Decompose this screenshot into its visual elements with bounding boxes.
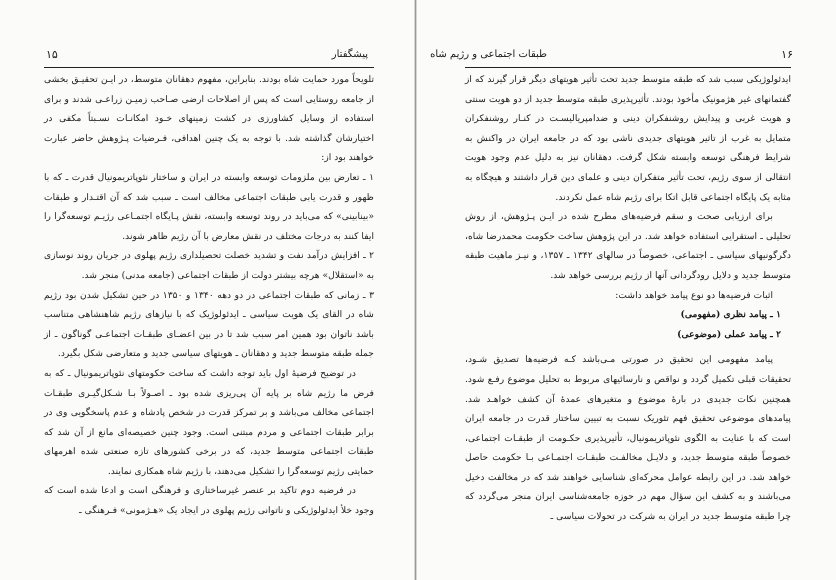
paragraph: در توضیح فرضیهٔ اول باید توجه داشت که ساخت حکومتهای نئوپاتریمونیال ـ که به فرض ما رژیم شاه بر پایه آن پی‌ریزی شده بود ـ اصـولاً بـا شـکل‌گیـری طبقـات اجتماعی مخالف می‌باشد و بر تمرکز قدرت در شخص پادشاه و عدم پاسخگویی وی در برابر طبقات اجتماعی و مردم مبتنی است. وجود چنین خصیصه‌ای مانع از آن شد که طبقات اجتماعی متوسط جدید، که در برخی کشورهای تازه صنعتی شده اهرمهای حمایتی رژیم توسعه‌گرا را تشکیل می‌دهند، با رژیم شاه همکاری نمایند. <box>44 367 374 477</box>
paragraph: ایدئولوژیکی سبب شد که طبقه متوسط جدید تحت تأثیر هویتهای دیگر قرار گیرند که از گفتمانهای غیر هژمونیک مأخوذ بودند. تأثیرپذیری طبقه متوسط جدید از دو هویت سنتی و هویت غربی و پیدایش روشنفکران دینی و ضدامپریالیسـت در کنـار روشنفکران متمایل به غرب از تاثیر هویتهای جدیدی ناشی بود که در جامعه ایران در واکنش به شرایط فرهنگی توسعه وابسته شکل گرفت. دهقانان نیز به دلیل عدم وجود هویت انتقالی از سوی رژیم، تحت تأثیر متفکران دینی و علمای دین قرار داشتند و هیچگاه به مثابه یک پایگاه اجتماعی قابل اتکا برای رژیم شاه عمل نکردند. <box>465 74 791 203</box>
left-running-head: پیشگفتار <box>331 49 368 60</box>
paragraph: تلویحاً مورد حمایت شاه بودند. بنابراین، مفهوم دهقانان متوسط، در ایـن تحقیـق بخشی از جامعه روستایی است که پس از اصلاحات ارضی صـاحب زمیـن زراعـی شدند و برای استفاده از وسایل کشاورزی در کشت زمینهای خـود امکانـات نسـبتاً مکفی در اختیارشان گذاشته شد. با توجه به یک چنین اهدافی، فـرضیات پـژوهش حاضر عبارت خواهند بود از: <box>44 74 374 164</box>
right-running-head: طبقات اجتماعی و رژیم شاه <box>430 49 547 60</box>
paragraph: پیامد مفهومی این تحقیق در صورتی مـی‌باشد کـه فرضیه‌ها تصدیق شـود، تحقیقات قبلی تکمیل گردد و نواقص و نارسائیهای مربوط به تحلیل موضوع رفـع شود. همچنین نکات جدیدی در بارهٔ موضوع و متغیرهای عمدهٔ آن کشف خواهـد شد. پیامدهای موضوعی تحقیق فهم تئوریک نسبت به تبیین ساختار قدرت در جامعه ایران است که با عنایت به الگوی نئوپاتریمونیال، تأثیرپذیری حکـومت از طبقـات اجتماعی، خصوصاً طبقه متوسط جدید، و دلایـل مخالفـت طبقـات اجتمـاعی بـا حکومت حاصل خواهد شد. در این رابطه عوامل محرکه‌ای شناسایی خواهند شد که در مخالفت دخیل می‌باشند و به کشف این سؤال مهم در حوزه جامعه‌شناسی ایران منجر می‌گردد که چرا طبقه متوسط جدید در ایران به شرکت در تحولات سیاسی ـ <box>465 354 791 523</box>
right-page <box>416 0 836 580</box>
left-page <box>0 0 415 580</box>
paragraph: در فرضیه دوم تاکید بر عنصر غیرساختاری و فرهنگی است و ادعا شده است که وجود خلأ ایدئولوژیکی و ناتوانی رژیم پهلوی در ایجاد یک «هـژمونی» فـرهنگی ـ <box>44 485 374 517</box>
left-page-number: ۱۵ <box>46 48 58 61</box>
left-page-body <box>44 70 374 521</box>
right-header-rule <box>465 67 791 68</box>
left-header-rule <box>44 67 374 68</box>
right-page-body <box>465 70 791 527</box>
list-item: ۲ ـ پیامد عملی (موضوعی) <box>677 328 781 340</box>
hypothesis-3: ۳ ـ زمانی که طبقات اجتماعی در دو دهه ۱۳۴۰ و ۱۳۵۰ در حین تشکیل شدن بود رژیم شاه در القای یک هویت سیاسی ـ ایدئولوژیک که با نیازهای رژیم شاهنشاهی متناسب باشد ناتوان بود همین امر سبب شد تا در بین اعضـای طبقـات اجتماعـی گوناگون ـ از جمله طبقه متوسط جدید و دهقانان ـ هویتهای سیاسی جدید و متعارضی شکل بگیرد. <box>44 289 374 360</box>
list-item: ۱ ـ پیامد نظری (مفهومی) <box>680 309 781 321</box>
hypothesis-2: ۲ ـ افزایش درآمد نفت و تشدید خصلت تحصیلداری رژیم پهلوی در جریان روند نوسازی به «استقلال» هرچه بیشتر دولت از طبقات اجتماعی (جامعه مدنی) منجر شد. <box>44 250 374 281</box>
right-page-number: ۱۶ <box>781 48 793 61</box>
paragraph: اثبات فرضیه‌ها دو نوع پیامد خواهد داشت: <box>615 289 773 301</box>
paragraph: برای ارزیابی صحت و سقم فرضیه‌های مطرح شده در ایـن پـژوهش، از روش تحلیلی ـ استقرایی استفاده خواهد شد. در این پژوهش ساخت حکومت محمدرضا شاه، دگرگونیهای سیاسی ـ اجتماعی، خصوصاً در سالهای ۱۳۴۲ ـ ۱۳۵۷، و نیـز ماهیت طبقه متوسط جدید و دلایل رودگردانی آنها از رژیم بررسی خواهد شد. <box>465 211 791 281</box>
hypothesis-1: ۱ ـ تعارض بین ملزومات توسعه وابسته در ایران و ساختار نئوپاتریمونیال قدرت ـ که با ظهور و قدرت یابی طبقات اجتماعی مخالف است ـ سبب شد که آن اقتـدار و طبقات «بینابینی» که می‌باید در روند توسعه وابسته، نقش پـایگاه اجتمـاعی رژیـم توسعه‌گرا را ایفا کنند به درجات مختلف در نقش معارض با آن رژیم ظاهر شوند. <box>44 171 374 242</box>
left-page-header <box>0 46 414 64</box>
right-page-header <box>417 46 836 64</box>
